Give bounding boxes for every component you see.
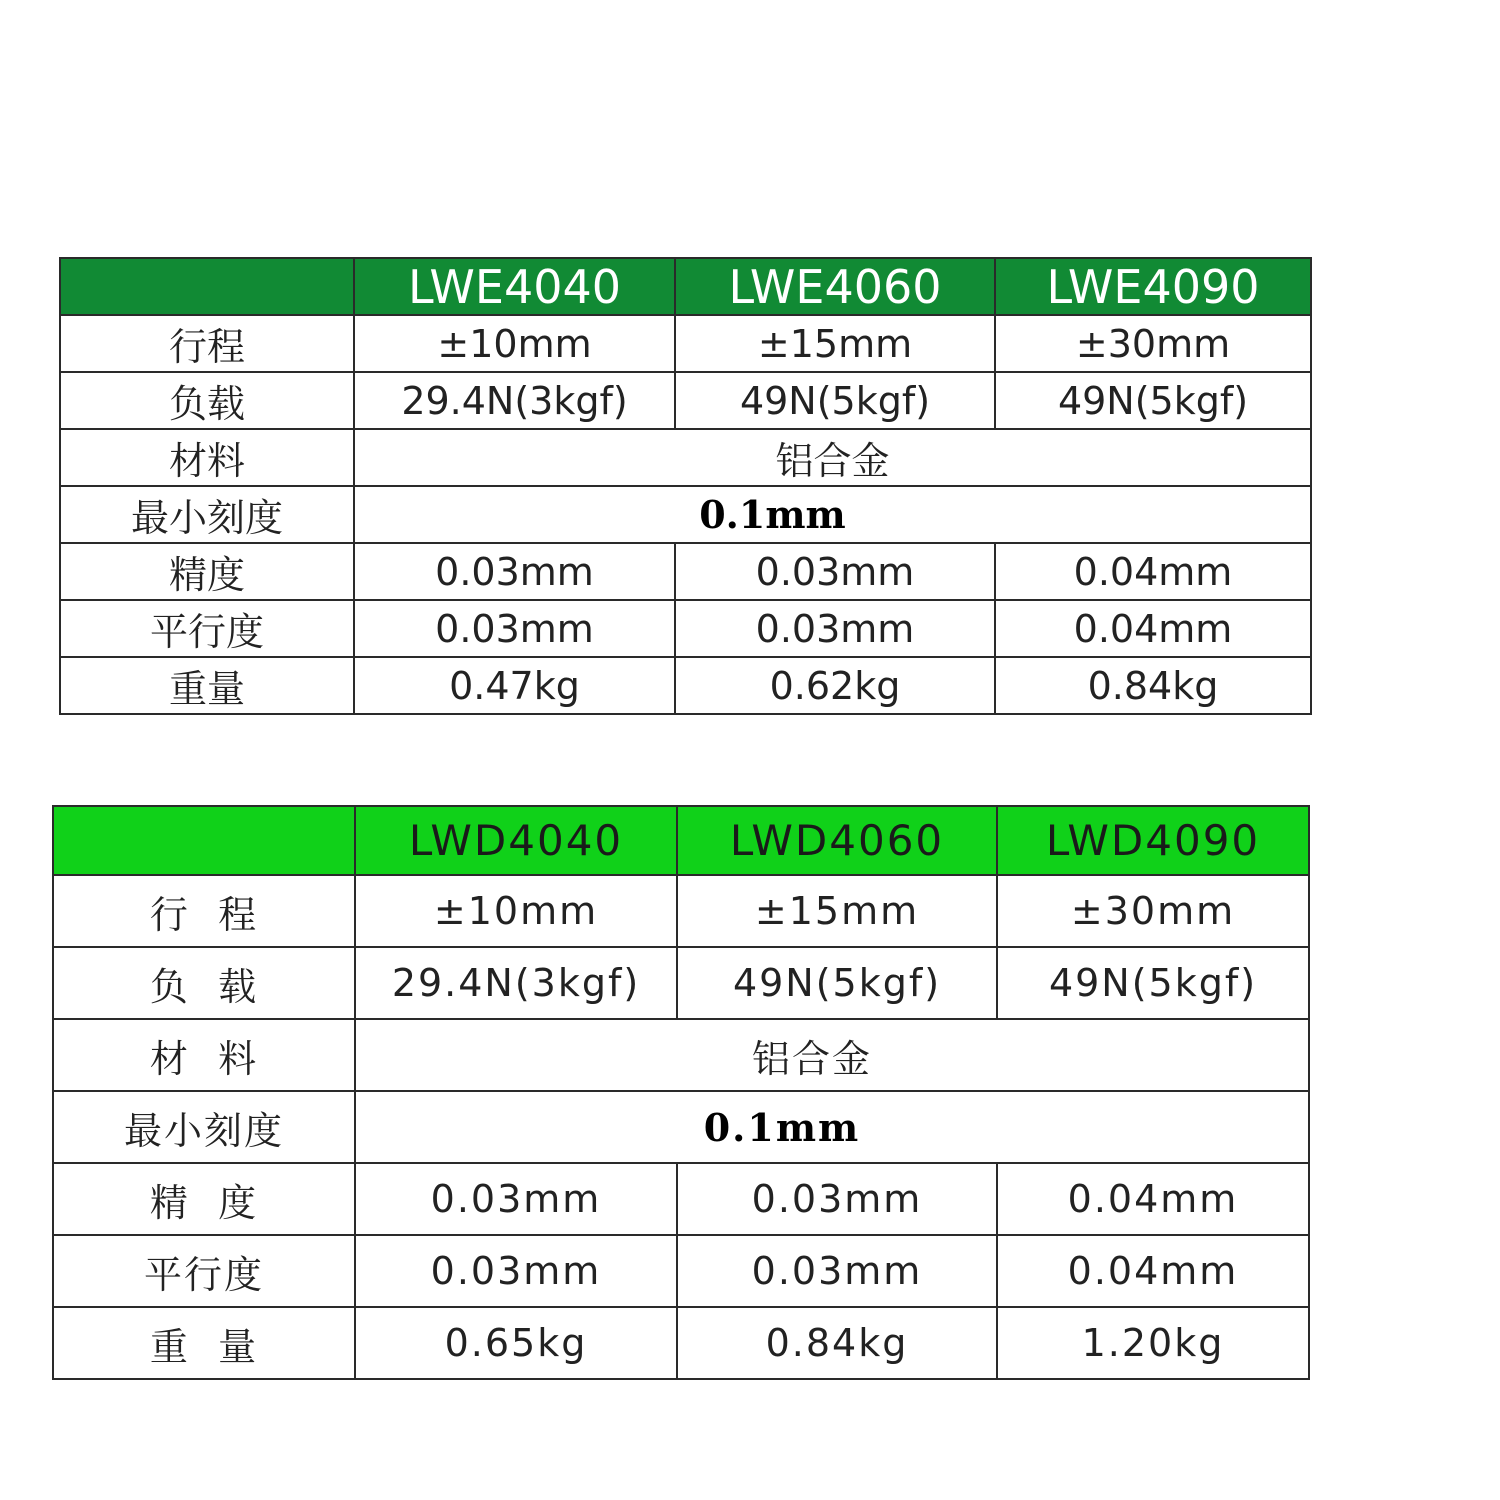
row-label: 负载 [60, 372, 354, 429]
table-cell: 29.4N(3kgf) [354, 372, 675, 429]
table-cell: 0.03mm [354, 543, 675, 600]
table-cell: ±15mm [675, 315, 995, 372]
header-model-lwe4040: LWE4040 [354, 258, 675, 315]
table-row-weight [53, 1307, 1309, 1379]
table-row-parallelism [60, 600, 1311, 657]
table-cell: 49N(5kgf) [995, 372, 1311, 429]
table-cell: 0.03mm [355, 1235, 677, 1307]
row-label: 材料 [60, 429, 354, 486]
table-row-accuracy [53, 1163, 1309, 1235]
table-row-material [53, 1019, 1309, 1091]
merged-cell: 0.1mm [354, 486, 1311, 543]
table-row-min-scale [53, 1091, 1309, 1163]
row-label: 最小刻度 [53, 1091, 355, 1163]
table-cell: ±30mm [997, 875, 1309, 947]
table-cell: 1.20kg [997, 1307, 1309, 1379]
table-cell: 49N(5kgf) [675, 372, 995, 429]
table-cell: ±10mm [355, 875, 677, 947]
row-label: 精 度 [53, 1163, 355, 1235]
table-cell: 0.47kg [354, 657, 675, 714]
table-cell: ±15mm [677, 875, 997, 947]
table-cell: 0.65kg [355, 1307, 677, 1379]
row-label: 行程 [60, 315, 354, 372]
table-cell: 0.84kg [677, 1307, 997, 1379]
row-label: 行 程 [53, 875, 355, 947]
table-row-stroke [53, 875, 1309, 947]
table-cell: 0.04mm [997, 1163, 1309, 1235]
table-cell: ±10mm [354, 315, 675, 372]
table-row-stroke [60, 315, 1311, 372]
table-cell: 0.03mm [354, 600, 675, 657]
row-label: 负 载 [53, 947, 355, 1019]
table-row-material [60, 429, 1311, 486]
header-corner-cell [53, 806, 355, 875]
table-cell: 0.04mm [995, 543, 1311, 600]
merged-cell: 铝合金 [354, 429, 1311, 486]
table-cell: 0.03mm [677, 1235, 997, 1307]
table-row-load [53, 947, 1309, 1019]
header-model-lwd4040: LWD4040 [355, 806, 677, 875]
table-cell: 0.84kg [995, 657, 1311, 714]
table-cell: 0.03mm [675, 543, 995, 600]
table-row-weight [60, 657, 1311, 714]
table-row-load [60, 372, 1311, 429]
table-cell: ±30mm [995, 315, 1311, 372]
merged-cell: 铝合金 [355, 1019, 1309, 1091]
spec-table-lwe [59, 257, 1312, 715]
table-header-row [53, 806, 1309, 875]
header-model-lwe4060: LWE4060 [675, 258, 995, 315]
merged-cell: 0.1mm [355, 1091, 1309, 1163]
row-label: 精度 [60, 543, 354, 600]
table-cell: 0.62kg [675, 657, 995, 714]
header-model-lwe4090: LWE4090 [995, 258, 1311, 315]
table-cell: 0.03mm [675, 600, 995, 657]
table-row-min-scale [60, 486, 1311, 543]
table-cell: 0.04mm [997, 1235, 1309, 1307]
row-label: 材 料 [53, 1019, 355, 1091]
table-header-row [60, 258, 1311, 315]
spec-table-lwd [52, 805, 1310, 1380]
row-label: 平行度 [53, 1235, 355, 1307]
header-corner-cell [60, 258, 354, 315]
row-label: 重 量 [53, 1307, 355, 1379]
table-row-accuracy [60, 543, 1311, 600]
header-model-lwd4060: LWD4060 [677, 806, 997, 875]
header-model-lwd4090: LWD4090 [997, 806, 1309, 875]
table-cell: 0.04mm [995, 600, 1311, 657]
table-cell: 0.03mm [677, 1163, 997, 1235]
table-cell: 49N(5kgf) [677, 947, 997, 1019]
table-cell: 49N(5kgf) [997, 947, 1309, 1019]
row-label: 重量 [60, 657, 354, 714]
table-cell: 0.03mm [355, 1163, 677, 1235]
table-row-parallelism [53, 1235, 1309, 1307]
table-cell: 29.4N(3kgf) [355, 947, 677, 1019]
row-label: 平行度 [60, 600, 354, 657]
row-label: 最小刻度 [60, 486, 354, 543]
